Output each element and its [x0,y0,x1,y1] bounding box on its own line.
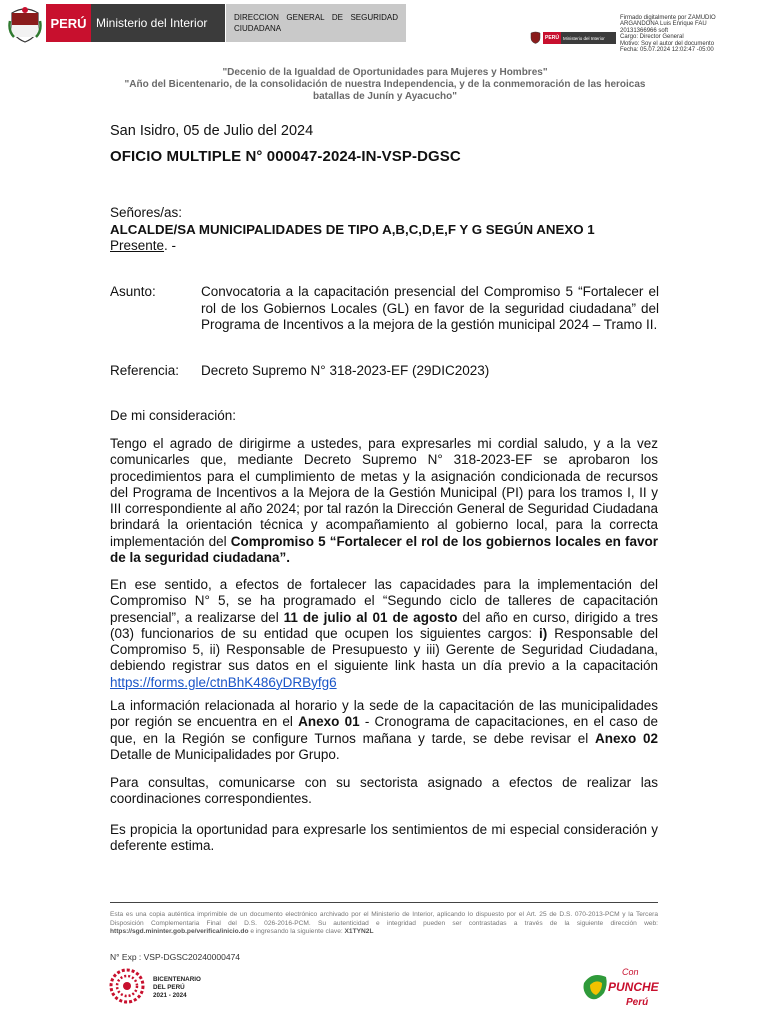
bicentenario-logo-icon [108,967,146,1005]
document-number: OFICIO MULTIPLE N° 000047-2024-IN-VSP-DGSC [110,148,461,165]
bicentenario-line: DEL PERÚ [153,984,185,991]
paragraph-1 [110,436,658,566]
ministry-label: Ministerio del Interior [91,4,225,42]
asunto-text: Convocatoria a la capacitación presencial del Compromiso 5 “Fortalecer el rol de los Gobiernos Locales (GL) en favor de la seguridad ciudadana” del Programa de Incentivos a la mejora de la gestión municipal 2024 – Tramo II. [201,284,659,332]
directorate-label: DIRECCION GENERAL DE SEGURIDAD CIUDADANA [226,4,406,42]
item-i-emphasis: i) [539,625,548,641]
paragraph-2 [110,577,658,691]
year-name-line: "Año del Bicentenario, de la consolidación de nuestra Independencia, y de la conmemoración de las heroicas [124,79,646,90]
decenio-motto [110,67,660,103]
expediente-number: N° Exp : VSP-DGSC20240000474 [110,952,241,962]
salutation: Señores/as: [110,205,183,220]
paragraph-text: La información relacionada al horario y la sede de la capacitación de las municipalidades por región se encuentra en el [110,698,658,730]
presente-word: Presente [110,238,165,253]
anexo-01-emphasis: Anexo 01 [298,714,360,730]
paragraph-text: En ese sentido, a efectos de fortalecer las capacidades para la implementación del Compromiso N° 5, se ha programado el “Segundo ciclo de talleres de capacitación presencial”, a realizarse del [110,577,658,625]
greeting: De mi consideración: [110,408,237,423]
campaign-peru-text: Perú [626,997,649,1008]
footer-divider [110,902,658,903]
signature-line: Cargo: Director General [620,34,684,41]
dates-emphasis: 11 de julio al 01 de agosto [283,609,458,625]
bicentenario-text [153,976,201,1000]
place-date: San Isidro, 05 de Julio del 2024 [110,123,314,139]
note-text: e ingresando la siguiente clave: [248,928,345,935]
paragraph-5: Es propicia la oportunidad para expresarle los sentimientos de mi especial consideración y deferente estima. [110,822,658,854]
paragraph-4: Para consultas, comunicarse con su sectorista asignado a efectos de realizar las coordinaciones correspondientes. [110,775,658,807]
presente-suffix: . - [164,238,177,253]
coat-of-arms-icon [8,5,42,43]
paragraph-3 [110,698,658,763]
signature-line: Firmado digitalmente por ZAMUDIO [620,15,716,21]
compromiso-emphasis: Compromiso 5 “Fortalecer el rol de los gobiernos locales en favor de la seguridad ciudadana”. [110,533,658,566]
verification-url[interactable]: https://sgd.mininter.gob.pe/verifica/inicio.do [110,928,249,935]
verification-key: X1TYN2L [344,928,374,935]
registration-form-link[interactable]: https://forms.gle/ctnBhK486yDRByfg6 [110,674,337,690]
bicentenario-line: BICENTENARIO [153,976,201,983]
signature-details [620,15,765,53]
campaign-con-text: Con [622,967,639,977]
presente-line [110,238,176,253]
signature-peru-label: PERÚ [543,32,561,44]
signature-ministry-label: Ministerio del Interior [561,32,616,44]
anexo-02-emphasis: Anexo 02 [595,730,658,746]
campaign-main-text: PUNCHE [608,980,659,994]
signature-line: Fecha: 05.07.2024 12:02:47 -05:00 [620,47,714,54]
paragraph-text: Tengo el agrado de dirigirme a ustedes, para expresarles mi cordial saludo, y a la vez comunicarles que, mediante Decreto Supremo N° 318-2023-EF se aprobaron los procedimientos para el cumplimiento de metas y la asignación condicionada de recursos del Programa de Incentivos a la Mejora de la Gestión Municipal (PI) para los tramos I, II y III correspondiente al año 2024; por tal razón la Dirección General de Seguridad Ciudadana brindará la orientación técnica y acompañamiento al gobierno local, para la correcta implementación del [110,436,658,549]
authenticity-note [110,911,658,937]
note-text: Esta es una copia auténtica imprimible de un documento electrónico archivado por el Ministerio de Interior, aplicando lo dispuesto por el Art. 25 de D.S. 070-2013-PCM y la Tercera Disposición Complementaria Final del D.S. 026-2016-PCM. Su autenticidad e integridad pueden ser contrastadas a través de la siguiente dirección web: [110,911,658,927]
asunto-label: Asunto: [110,284,156,299]
referencia-label: Referencia: [110,363,180,378]
signature-line: 20131366966 soft [620,27,669,34]
signature-line: Motivo: Soy el autor del documento [620,40,715,47]
con-punche-peru-logo [578,963,660,1013]
coat-of-arms-icon [530,31,541,44]
signature-line: ARGANDONA Luis Enrique FAU [620,21,707,28]
referencia-text: Decreto Supremo N° 318-2023-EF (29DIC2023) [201,363,490,378]
year-name-line: batallas de Junín y Ayacucho" [312,91,458,102]
paragraph-text: - Cronograma de capacitaciones, en el caso de que, en la Región se configure Turnos mañana y tarde, se debe revisar el [110,714,658,746]
decenio-line: "Decenio de la Igualdad de Oportunidades para Mujeres y Hombres" [222,67,548,78]
paragraph-text: Detalle de Municipalidades por Grupo. [110,746,340,762]
paragraph-text: Responsable del Compromiso 5, ii) Responsable de Presupuesto y iii) Gerente de Seguridad Ciudadana, debiendo registrar sus datos en el siguiente link hasta un día previo a la capacitación [110,625,658,674]
bicentenario-line: 2021 - 2024 [153,992,187,999]
peru-brand-label: PERÚ [46,4,91,42]
recipient: ALCALDE/SA MUNICIPALIDADES DE TIPO A,B,C,D,E,F Y G SEGÚN ANEXO 1 [110,222,595,237]
paragraph-text: del año en curso, dirigido a tres (03) funcionarios de su entidad que ocupen los siguientes cargos: [110,609,658,641]
